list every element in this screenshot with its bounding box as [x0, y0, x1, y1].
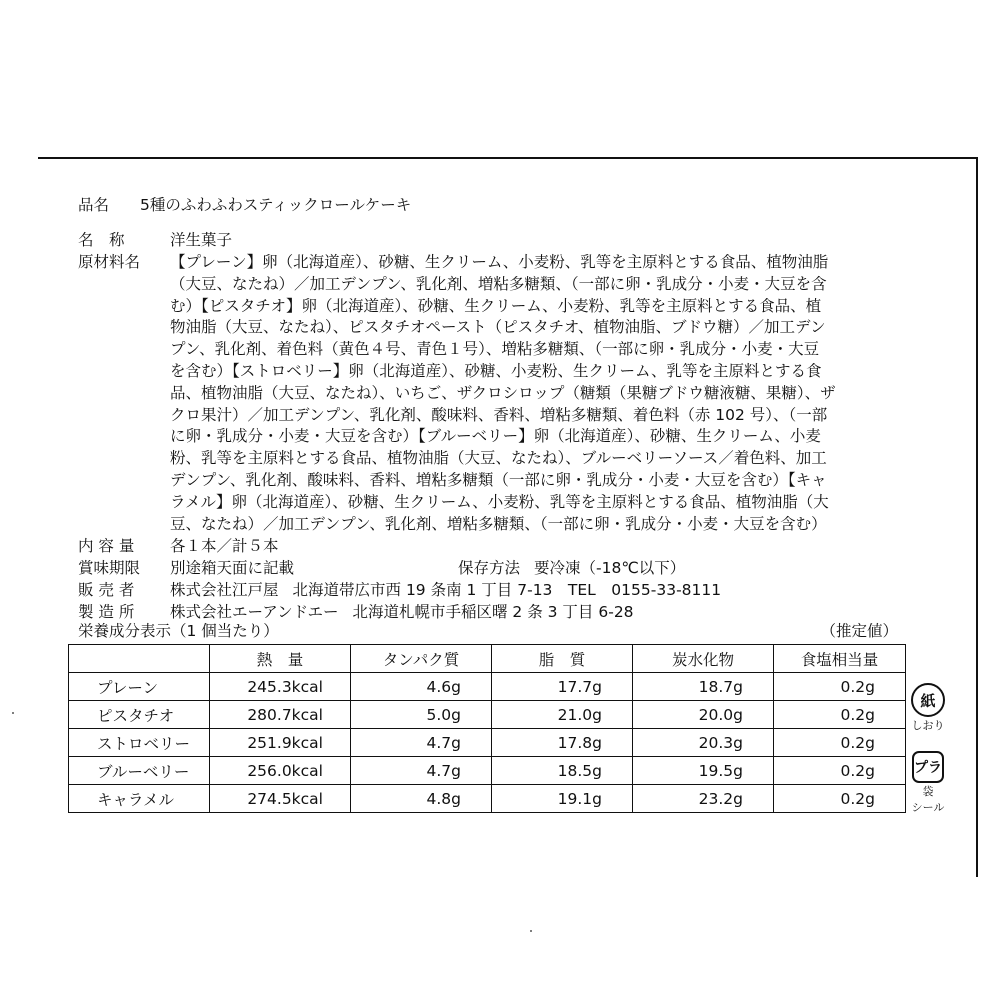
ingredients-text	[170, 252, 958, 535]
energy-value: 274.5kcal	[210, 785, 351, 813]
table-row	[69, 757, 906, 785]
ingredients-line: ラメル】卵（北海道産）、砂糖、生クリーム、小麦粉、乳等を主原料とする食品、植物油脂（大	[170, 492, 829, 511]
seller-row	[78, 580, 958, 601]
table-row	[69, 785, 906, 813]
ingredients-line: プン、乳化剤、着色料（黄色４号、青色１号）、増粘多糖類、（一部に卵・乳成分・小麦・大豆	[170, 340, 820, 359]
scan-speck	[12, 712, 14, 714]
product-name-label: 品名	[78, 196, 110, 214]
ingredients-line: （大豆、なたね）／加工デンプン、乳化剤、増粘多糖類、（一部に卵・乳成分・小麦・大豆を含	[170, 274, 827, 293]
plastic-recycle-mark	[910, 751, 946, 815]
plastic-recycle-caption-2: シール	[911, 801, 945, 814]
expiry-label: 賞味期限	[78, 559, 141, 578]
manufacturer-address: 北海道札幌市手稲区曙 2 条 3 丁目 6-28	[352, 603, 634, 622]
fat-value: 18.5g	[492, 757, 633, 785]
salt-value: 0.2g	[774, 785, 906, 813]
ingredients-line: 【プレーン】卵（北海道産）、砂糖、生クリーム、小麦粉、乳等を主原料とする食品、植物油脂	[170, 253, 829, 271]
flavor-name: キャラメル	[69, 785, 210, 813]
nutrition-table	[68, 644, 906, 813]
flavor-name: プレーン	[69, 673, 210, 701]
product-name-value: 5種のふわふわスティックロールケーキ	[140, 196, 412, 214]
ingredients-line: 物油脂（大豆、なたね）、ピスタチオペースト（ピスタチオ、植物油脂、ブドウ糖）／加工デン	[170, 318, 826, 337]
energy-value: 256.0kcal	[210, 757, 351, 785]
paper-recycle-icon: 紙	[911, 683, 945, 717]
seller-address: 北海道帯広市西 19 条南 1 丁目 7-13 TEL 0155-33-8111	[292, 581, 722, 600]
protein-value: 5.0g	[351, 701, 492, 729]
header-cell: 脂 質	[492, 645, 633, 673]
paper-recycle-caption: しおり	[911, 719, 945, 732]
nutrition-title: 栄養成分表示（1 個当たり）	[78, 622, 279, 640]
header-cell: 食塩相当量	[774, 645, 906, 673]
expiry-storage-row	[78, 558, 958, 579]
ingredients-line: む）【ピスタチオ】卵（北海道産）、砂糖、生クリーム、小麦粉、乳等を主原料とする食品、植	[170, 296, 822, 315]
flavor-name: ブルーベリー	[69, 757, 210, 785]
protein-value: 4.8g	[351, 785, 492, 813]
header-cell: 炭水化物	[633, 645, 774, 673]
ingredients-label: 原材料名	[78, 253, 141, 271]
content-amount-label: 内 容 量	[78, 537, 135, 556]
seller-value	[170, 580, 958, 601]
carb-value: 23.2g	[633, 785, 774, 813]
nutrition-header	[78, 619, 898, 641]
energy-value: 251.9kcal	[210, 729, 351, 757]
ingredients-line: 品、植物油脂（大豆、なたね）、いちご、ザクロシロップ（糖類（果糖ブドウ糖液糖、果糖）、ザ	[170, 383, 836, 402]
protein-value: 4.6g	[351, 673, 492, 701]
content-amount-value: 各１本／計５本	[170, 537, 279, 556]
fat-value: 17.7g	[492, 673, 633, 701]
header-cell: 熱 量	[210, 645, 351, 673]
protein-value: 4.7g	[351, 757, 492, 785]
nutrition-note: （推定値）	[820, 622, 898, 640]
ingredients-line: デンプン、乳化剤、酸味料、香料、増粘多糖類（一部に卵・乳成分・小麦・大豆を含む）【キャ	[170, 470, 827, 489]
storage-label: 保存方法	[458, 559, 521, 578]
ingredients-row	[78, 252, 958, 535]
energy-value: 280.7kcal	[210, 701, 351, 729]
manufacturer-label: 製 造 所	[78, 603, 135, 622]
salt-value: 0.2g	[774, 673, 906, 701]
scan-speck	[530, 930, 532, 932]
header-cell: タンパク質	[351, 645, 492, 673]
expiry-value: 別途箱天面に記載	[170, 559, 295, 578]
salt-value: 0.2g	[774, 729, 906, 757]
salt-value: 0.2g	[774, 701, 906, 729]
header-cell	[69, 645, 210, 673]
ingredients-line: 粉、乳等を主原料とする食品、植物油脂（大豆、なたね）、ブルーベリーソース／着色料、加工	[170, 449, 827, 468]
table-row	[69, 729, 906, 757]
carb-value: 18.7g	[633, 673, 774, 701]
plastic-recycle-icon: プラ	[912, 751, 944, 783]
ingredients-line: クロ果汁）／加工デンプン、乳化剤、酸味料、香料、増粘多糖類、着色料（赤 102 号）、（一部	[170, 405, 828, 424]
content-amount-row	[78, 536, 958, 557]
ingredients-line: に卵・乳成分・小麦・大豆を含む）【ブルーベリー】卵（北海道産）、砂糖、生クリーム、小麦	[170, 427, 821, 446]
nutrition-header-row	[69, 645, 906, 673]
energy-value: 245.3kcal	[210, 673, 351, 701]
product-info	[78, 195, 958, 624]
seller-label: 販 売 者	[78, 581, 135, 600]
fat-value: 21.0g	[492, 701, 633, 729]
table-row	[69, 673, 906, 701]
carb-value: 19.5g	[633, 757, 774, 785]
fat-value: 19.1g	[492, 785, 633, 813]
carb-value: 20.3g	[633, 729, 774, 757]
category-label: 名 称	[78, 231, 125, 249]
paper-recycle-mark	[910, 683, 946, 733]
flavor-name: ピスタチオ	[69, 701, 210, 729]
manufacturer-company: 株式会社エーアンドエー	[170, 603, 339, 622]
salt-value: 0.2g	[774, 757, 906, 785]
category-row	[78, 230, 958, 251]
ingredients-line: 豆、なたね）／加工デンプン、乳化剤、増粘多糖類、（一部に卵・乳成分・小麦・大豆を含む）	[170, 514, 827, 533]
ingredients-line: を含む）【ストロベリー】卵（北海道産）、砂糖、小麦粉、生クリーム、乳等を主原料とする食	[170, 361, 822, 380]
carb-value: 20.0g	[633, 701, 774, 729]
expiry-storage-values	[170, 558, 958, 579]
flavor-name: ストロベリー	[69, 729, 210, 757]
category-value: 洋生菓子	[170, 231, 233, 249]
protein-value: 4.7g	[351, 729, 492, 757]
storage-value: 要冷凍（-18℃以下）	[534, 559, 686, 578]
product-name-row	[78, 195, 958, 216]
fat-value: 17.8g	[492, 729, 633, 757]
table-row	[69, 701, 906, 729]
seller-company: 株式会社江戸屋	[170, 581, 279, 600]
plastic-recycle-caption-1: 袋	[922, 785, 934, 798]
